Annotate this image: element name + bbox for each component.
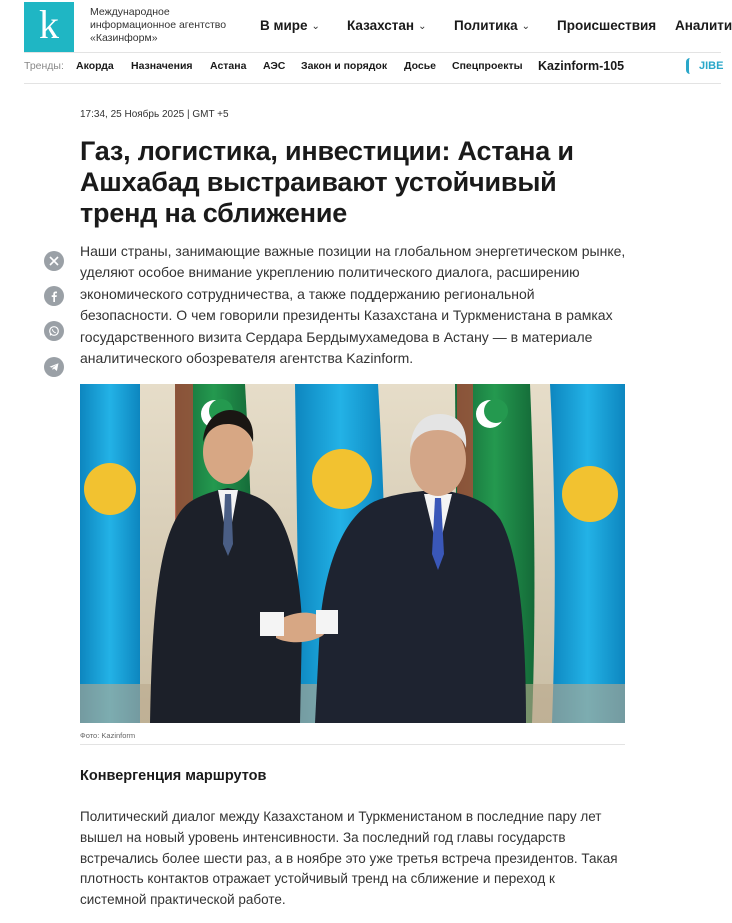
facebook-icon: [48, 290, 60, 302]
trends-label: Тренды:: [24, 60, 64, 72]
trend-akorda[interactable]: Акорда: [76, 60, 114, 72]
photo-divider: [80, 744, 625, 745]
share-telegram-button[interactable]: [44, 357, 64, 377]
trend-kazinform-105[interactable]: Kazinform-105: [538, 59, 625, 73]
site-header: [0, 0, 732, 52]
trend-law-order[interactable]: Закон и порядок: [301, 60, 388, 72]
trend-npp[interactable]: АЭС: [263, 60, 286, 72]
share-x-button[interactable]: [44, 251, 64, 271]
trends-divider: [24, 83, 721, 84]
trend-astana[interactable]: Астана: [210, 60, 247, 72]
section-heading: Конвергенция маршрутов: [80, 768, 267, 784]
nav-item-incidents[interactable]: [557, 18, 656, 33]
x-icon: [48, 255, 60, 267]
nav-item-label: Аналити: [675, 18, 732, 33]
trend-special-projects[interactable]: Спецпроекты: [452, 60, 523, 72]
trend-dossier[interactable]: Досье: [404, 60, 437, 72]
article-photo: [80, 384, 625, 723]
header-divider: [24, 52, 721, 53]
partner-mark-icon: [686, 58, 694, 74]
nav-item-label: Казахстан: [347, 18, 415, 33]
telegram-icon: [48, 361, 60, 373]
nav-item-kazakhstan[interactable]: [347, 18, 426, 33]
partner-logo[interactable]: [686, 58, 723, 74]
article-meta: 17:34, 25 Ноябрь 2025 | GMT +5: [80, 109, 229, 120]
article-lead: Наши страны, занимающие важные позиции на глобальном энергетическом рынке, уделяют особое внимание укреплению политического диалога, расширению экономического сотрудничества, а также поддержанию региональной безопасности. О чем говорили президенты Казахстана и Туркменистана в рамках государственного визита Сердара Бердымухамедова в Астану — в материале аналитического обозревателя агентства Kazinform.: [80, 243, 626, 367]
whatsapp-icon: [48, 325, 60, 337]
nav-item-world[interactable]: [260, 18, 320, 33]
nav-item-label: В мире: [260, 18, 308, 33]
share-facebook-button[interactable]: [44, 286, 64, 306]
article-paragraph: Политический диалог между Казахстаном и Туркменистаном в последние пару лет вышел на новый уровень интенсивности. За последний год главы государств встречались более шести раз, а в ноябре это уже третья встреча президентов. Такая плотность контактов отражает устойчивый тренд на сближение и переход к системной практической работе.: [80, 809, 618, 908]
partner-name: JIBE: [699, 59, 724, 72]
chevron-down-icon: ⌄: [311, 21, 320, 32]
nav-item-politics[interactable]: [454, 18, 530, 33]
chevron-down-icon: ⌄: [418, 21, 427, 32]
nav-item-analytics[interactable]: [675, 18, 732, 33]
chevron-down-icon: ⌄: [521, 21, 531, 32]
logo-letter: k: [39, 2, 59, 47]
share-whatsapp-button[interactable]: [44, 321, 64, 341]
presidents-handshake-image: [80, 384, 625, 723]
nav-item-label: Происшествия: [557, 18, 657, 33]
photo-caption: Фото: Kazinform: [80, 731, 136, 740]
site-logo[interactable]: [24, 2, 74, 52]
agency-name: Международное информационное агентство «Казинформ»: [90, 6, 227, 44]
trend-appointments[interactable]: Назначения: [131, 60, 193, 72]
article-title: Газ, логистика, инвестиции: Астана и Ашхабад выстраивают устойчивый тренд на сближение: [80, 136, 574, 228]
nav-item-label: Политика: [454, 18, 518, 33]
